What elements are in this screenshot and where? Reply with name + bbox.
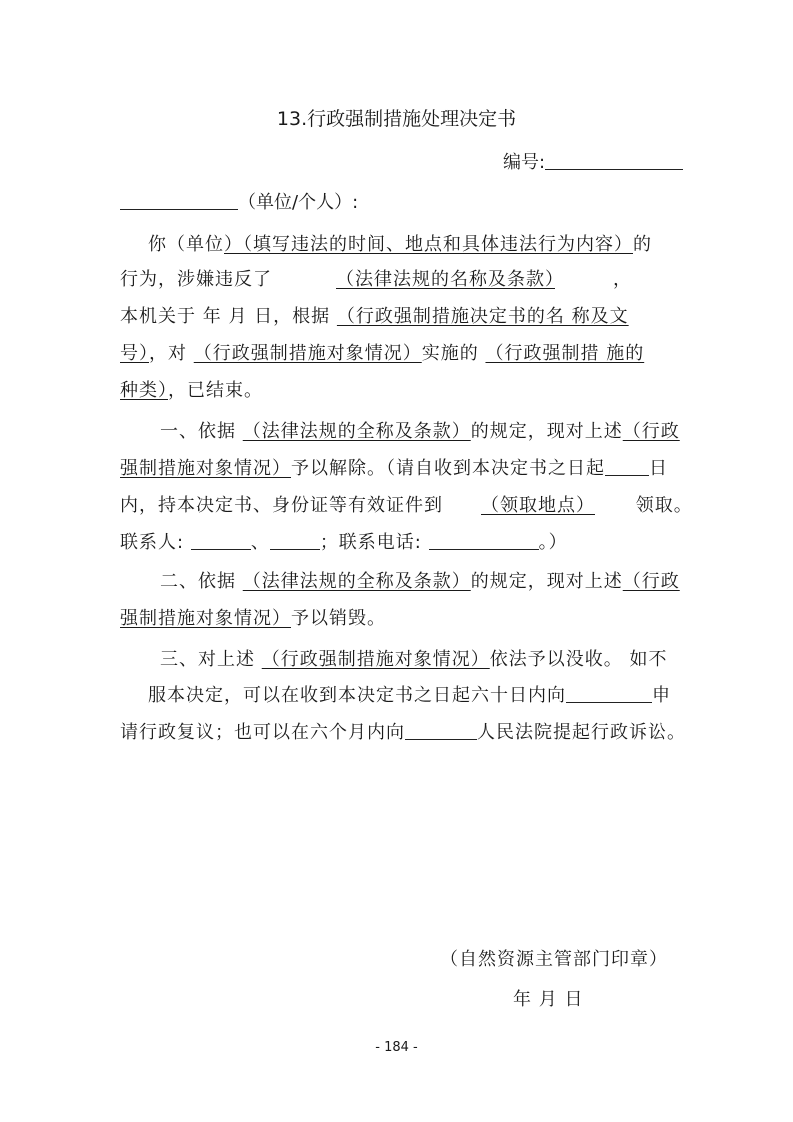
p1-line1 bbox=[148, 233, 652, 257]
fill-field: ）（填写违法的时间、地点和具体违法行为内容） bbox=[224, 234, 633, 255]
text: ，已结束。 bbox=[168, 380, 263, 401]
p1-line4 bbox=[120, 342, 644, 366]
text: 你（单位 bbox=[148, 234, 224, 255]
recipient-suffix: （单位/个人）: bbox=[238, 192, 359, 213]
p4-line1 bbox=[160, 648, 667, 672]
number-label: 编号: bbox=[503, 152, 546, 173]
text: ， bbox=[613, 269, 632, 290]
text: 予以销毁。 bbox=[291, 608, 386, 629]
text: 的规定，现对上述 bbox=[470, 571, 623, 592]
p1-line5 bbox=[120, 379, 263, 403]
court-blank[interactable] bbox=[405, 721, 477, 740]
signature-date: 年 月 日 bbox=[513, 989, 584, 1010]
p3-line1 bbox=[160, 570, 680, 594]
phone-blank[interactable] bbox=[429, 531, 539, 550]
review-agency-blank[interactable] bbox=[566, 684, 652, 703]
fill-field: （行政 bbox=[622, 421, 680, 442]
fill-field: （行政强制措施决定书的名 称及文 bbox=[336, 306, 629, 327]
p3-line2 bbox=[120, 607, 386, 631]
fill-field: （领取地点） bbox=[481, 495, 595, 516]
document-title: 13.行政强制措施处理决定书 bbox=[276, 108, 517, 130]
p2-line4 bbox=[120, 531, 568, 555]
text: 三、对上述 bbox=[160, 649, 255, 670]
p4-line3 bbox=[120, 721, 686, 745]
text: 。） bbox=[538, 532, 568, 553]
text: 本机关于 年 月 日，根据 bbox=[120, 306, 331, 327]
p1-line2 bbox=[120, 268, 632, 292]
fill-field: （行政 bbox=[622, 571, 680, 592]
fill-field: （法律法规的名称及条款） bbox=[336, 269, 555, 290]
fill-field: 种类） bbox=[120, 380, 168, 401]
fill-field: （法律法规的全称及条款） bbox=[242, 421, 471, 442]
recipient-blank[interactable] bbox=[120, 191, 238, 210]
text: ；联系电话: bbox=[319, 532, 422, 553]
p2-line3 bbox=[120, 494, 693, 518]
text: 服本决定，可以在收到本决定书之日起六十日内向 bbox=[148, 685, 566, 706]
text: ，对 bbox=[149, 343, 187, 364]
text: 二、依据 bbox=[160, 571, 236, 592]
contact-blank-2[interactable] bbox=[270, 531, 320, 550]
text: 的规定，现对上述 bbox=[470, 421, 623, 442]
fill-field: 号） bbox=[120, 343, 149, 364]
text: 依法予以没收。 如不 bbox=[489, 649, 668, 670]
p1-line3 bbox=[120, 305, 629, 329]
p4-line2 bbox=[148, 684, 671, 708]
text: 予以解除。（请自收到本决定书之日起 bbox=[291, 458, 605, 479]
text: 实施的 bbox=[421, 343, 479, 364]
text: 一、依据 bbox=[160, 421, 236, 442]
fill-field: （法律法规的全称及条款） bbox=[242, 571, 471, 592]
recipient-line bbox=[120, 188, 358, 214]
document-number bbox=[503, 148, 683, 174]
seal-text: （自然资源主管部门印章） bbox=[440, 949, 668, 970]
text: 、 bbox=[250, 532, 270, 553]
fill-field: 强制措施对象情况） bbox=[120, 608, 291, 629]
text: 内，持本决定书、身份证等有效证件到 bbox=[120, 495, 443, 516]
p2-line2 bbox=[120, 457, 668, 481]
p2-line1 bbox=[160, 420, 680, 444]
text: 申 bbox=[652, 685, 671, 706]
contact-blank-1[interactable] bbox=[191, 531, 251, 550]
text: 日 bbox=[649, 458, 668, 479]
text: 人民法院提起行政诉讼。 bbox=[477, 722, 686, 743]
page-number: - 184 - bbox=[375, 1040, 418, 1055]
fill-field: （行政强制措 施的 bbox=[485, 343, 645, 364]
text: 的 bbox=[633, 234, 652, 255]
text: 请行政复议；也可以在六个月内向 bbox=[120, 722, 405, 743]
days-blank[interactable] bbox=[605, 457, 649, 476]
text: 领取。 bbox=[635, 495, 693, 516]
fill-field: （行政强制措施对象情况） bbox=[193, 343, 422, 364]
text: 行为，涉嫌违反了 bbox=[120, 269, 272, 290]
number-blank[interactable] bbox=[545, 151, 683, 170]
fill-field: （行政强制措施对象情况） bbox=[261, 649, 490, 670]
fill-field: 强制措施对象情况） bbox=[120, 458, 291, 479]
text: 联系人: bbox=[120, 532, 185, 553]
